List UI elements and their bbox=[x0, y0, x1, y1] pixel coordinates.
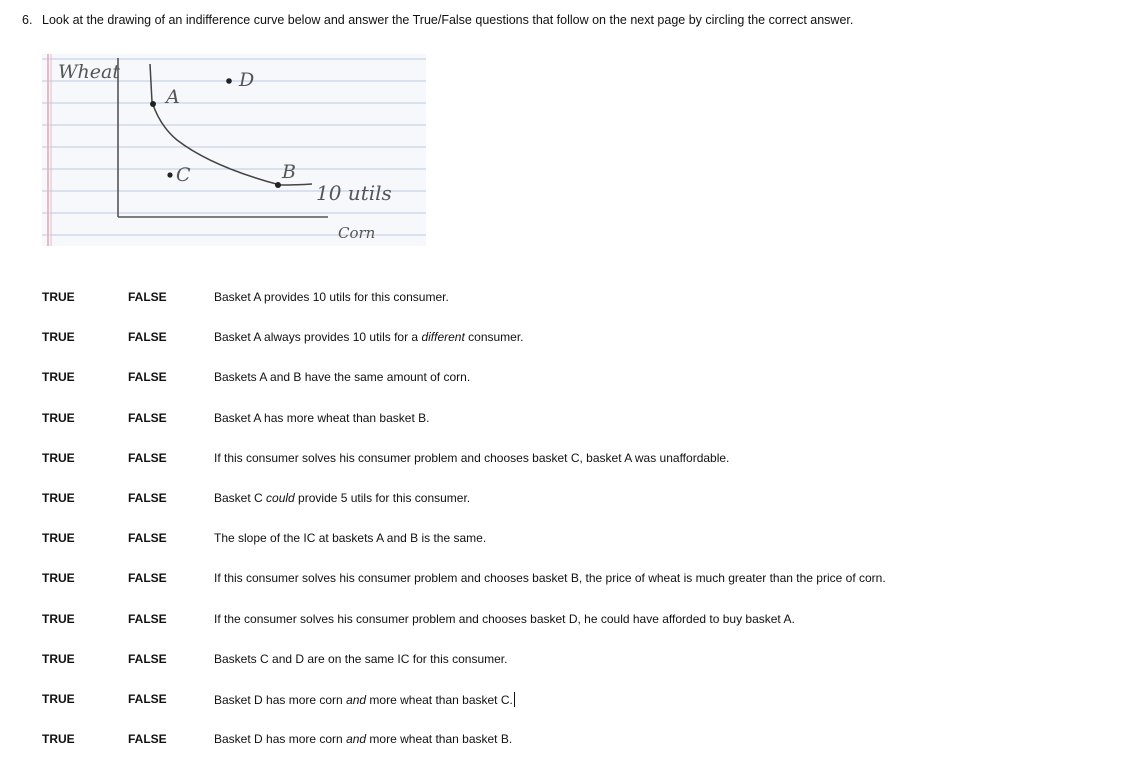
true-option[interactable]: TRUE bbox=[42, 651, 75, 666]
true-option[interactable]: TRUE bbox=[42, 571, 75, 586]
statement-text bbox=[214, 612, 795, 626]
statement-emphasis: could bbox=[266, 490, 295, 505]
true-option[interactable]: TRUE bbox=[42, 290, 75, 304]
statement-segment: Basket A always provides 10 utils for a bbox=[214, 330, 422, 345]
statement-segment: Baskets A and B have the same amount of corn. bbox=[214, 370, 471, 385]
false-option[interactable]: FALSE bbox=[128, 611, 167, 626]
statement-row bbox=[0, 642, 1144, 682]
false-option[interactable]: FALSE bbox=[128, 531, 167, 546]
statement-text bbox=[214, 732, 512, 746]
statement-segment: If the consumer solves his consumer problem and chooses basket D, he could have afforded to buy basket A. bbox=[214, 611, 795, 626]
x-axis-label: Corn bbox=[338, 224, 376, 242]
statement-row bbox=[0, 280, 1144, 320]
point-c-marker bbox=[167, 172, 172, 177]
statement-segment: Basket D has more corn bbox=[214, 692, 347, 707]
point-a-marker bbox=[150, 101, 156, 107]
statement-emphasis: different bbox=[421, 330, 465, 345]
point-d-marker bbox=[226, 78, 232, 84]
statement-row bbox=[0, 441, 1144, 481]
true-option[interactable]: TRUE bbox=[42, 330, 75, 345]
true-option[interactable]: TRUE bbox=[42, 691, 75, 706]
statement-segment: Basket A provides 10 utils for this consumer. bbox=[214, 290, 449, 304]
false-option[interactable]: FALSE bbox=[128, 410, 167, 425]
statement-segment: provide 5 utils for this consumer. bbox=[294, 490, 471, 505]
true-option[interactable]: TRUE bbox=[42, 410, 75, 425]
false-option[interactable]: FALSE bbox=[128, 651, 167, 666]
statement-text bbox=[214, 531, 486, 545]
statement-text bbox=[214, 330, 524, 344]
statement-row bbox=[0, 521, 1144, 561]
statement-row bbox=[0, 481, 1144, 521]
false-option[interactable]: FALSE bbox=[128, 450, 167, 465]
true-option[interactable]: TRUE bbox=[42, 531, 75, 546]
question-number: 6. bbox=[22, 13, 33, 27]
statement-text bbox=[214, 571, 886, 585]
true-option[interactable]: TRUE bbox=[42, 370, 75, 385]
true-option[interactable]: TRUE bbox=[42, 450, 75, 465]
statement-row bbox=[0, 722, 1144, 762]
false-option[interactable]: FALSE bbox=[128, 330, 167, 345]
statement-row bbox=[0, 682, 1144, 722]
statement-text bbox=[214, 290, 449, 304]
y-axis-label: Wheat bbox=[58, 61, 120, 83]
point-b-marker bbox=[275, 182, 281, 188]
true-false-list bbox=[0, 280, 1144, 762]
statement-row bbox=[0, 320, 1144, 360]
true-option[interactable]: TRUE bbox=[42, 732, 75, 747]
statement-segment: consumer. bbox=[464, 330, 524, 345]
statement-emphasis: and bbox=[346, 692, 367, 707]
statement-emphasis: and bbox=[346, 732, 367, 747]
indifference-curve-drawing bbox=[42, 54, 426, 246]
true-option[interactable]: TRUE bbox=[42, 611, 75, 626]
statement-text bbox=[214, 491, 470, 505]
false-option[interactable]: FALSE bbox=[128, 370, 167, 385]
statement-segment: Baskets C and D are on the same IC for this consumer. bbox=[214, 651, 508, 666]
statement-row bbox=[0, 401, 1144, 441]
statement-segment: If this consumer solves his consumer problem and chooses basket B, the price of wheat is much greater than the price of corn. bbox=[214, 571, 886, 586]
statement-text bbox=[214, 692, 515, 707]
point-a-label: A bbox=[166, 86, 180, 108]
false-option[interactable]: FALSE bbox=[128, 732, 167, 747]
true-option[interactable]: TRUE bbox=[42, 490, 75, 505]
false-option[interactable]: FALSE bbox=[128, 571, 167, 586]
statement-text bbox=[214, 652, 507, 666]
statement-segment: more wheat than basket C. bbox=[366, 692, 513, 707]
false-option[interactable]: FALSE bbox=[128, 490, 167, 505]
statement-text bbox=[214, 451, 729, 465]
statement-segment: The slope of the IC at baskets A and B is the same. bbox=[214, 531, 487, 546]
statement-row bbox=[0, 561, 1144, 601]
statement-text bbox=[214, 411, 429, 425]
false-option[interactable]: FALSE bbox=[128, 290, 167, 304]
statement-segment: If this consumer solves his consumer problem and chooses basket C, basket A was unaffordable. bbox=[214, 450, 730, 465]
text-cursor bbox=[514, 692, 515, 707]
curve-label: 10 utils bbox=[316, 181, 392, 205]
point-c-label: C bbox=[176, 164, 191, 186]
statement-segment: Basket D has more corn bbox=[214, 732, 347, 747]
point-d-label: D bbox=[239, 69, 255, 91]
point-b-label: B bbox=[282, 161, 296, 183]
false-option[interactable]: FALSE bbox=[128, 691, 167, 706]
statement-segment: Basket A has more wheat than basket B. bbox=[214, 410, 430, 425]
question-prompt bbox=[22, 13, 853, 27]
statement-row bbox=[0, 360, 1144, 400]
indifference-curve-svg bbox=[42, 54, 426, 246]
statement-row bbox=[0, 602, 1144, 642]
question-text: Look at the drawing of an indifference curve below and answer the True/False questions that follow on the next page by circling the correct answer. bbox=[42, 13, 854, 27]
statement-text bbox=[214, 370, 470, 384]
statement-segment: Basket C bbox=[214, 490, 267, 505]
statement-segment: more wheat than basket B. bbox=[366, 732, 513, 747]
